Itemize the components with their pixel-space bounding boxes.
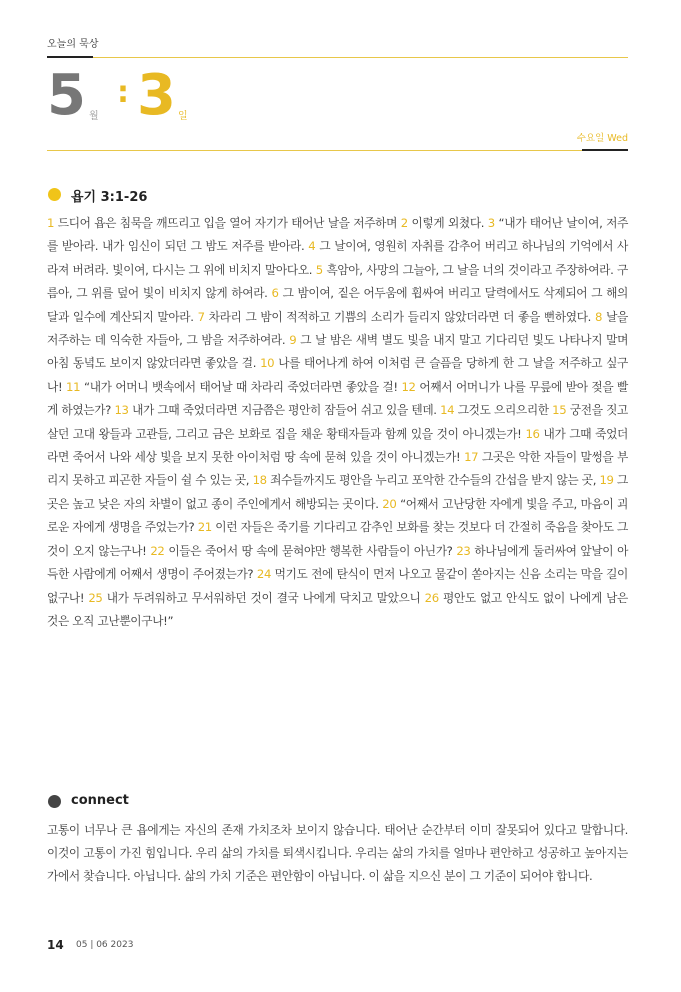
verse-text: 나를 태어나게 하여 이처럼 큰 슬픔을 당하게 한 그 날을 저주하고 싶구나! — [47, 356, 628, 394]
verse-text: 그 날이여, 영원히 자취를 감추어 버리고 하나님의 기억에서 사라져 버려라. 빛이여, 다시는 그 위에 비치지 말아다오. — [47, 239, 628, 277]
verse-text: 하나님에게 둘러싸여 앞날이 아득한 사람에게 어째서 생명이 주어졌는가? — [47, 543, 629, 582]
verse-text: 평안도 없고 안식도 없이 나에게 남은 것은 오직 고난뿐이구나!” — [47, 590, 628, 628]
scripture-bullet-icon — [48, 188, 61, 201]
weekday-underline — [582, 149, 628, 151]
verse-text: 드디어 욥은 침묵을 깨뜨리고 입을 열어 자기가 태어난 날을 저주하며 — [54, 216, 401, 230]
verse-number: 25 — [88, 590, 103, 605]
verse-number: 12 — [401, 379, 416, 394]
verse-text: 죄수들까지도 평안을 누리고 포악한 간수들의 간섭을 받지 않는 곳, — [266, 473, 600, 488]
verse-number: 24 — [256, 567, 272, 582]
verse-text: 내가 그때 죽었더라면 지금쯤은 평안히 잠들어 쉬고 있을 텐데. — [128, 403, 441, 418]
verse-number: 9 — [289, 333, 297, 348]
connect-bullet-icon — [48, 795, 61, 808]
verse-number: 5 — [315, 262, 323, 277]
verse-number: 11 — [66, 379, 81, 394]
verse-text: 그 곳은 높고 낮은 자의 차별이 없고 종이 주인에게서 해방되는 곳이다. — [47, 473, 628, 511]
verse-text: 흑암아, 사망의 그늘아, 그 날을 너의 것이라고 주장하여라. 구름아, 그 위를 덮어 빛이 비치지 않게 하여라. — [47, 262, 628, 301]
verse-text: 그 밤이여, 짙은 어두움에 휩싸여 버리고 달력에서도 삭제되어 그 해의 달과 일수에 계산되지 말아라. — [47, 286, 629, 324]
verse-number: 2 — [400, 216, 408, 230]
verse-text: 궁전을 짓고 살던 고대 왕들과 고관들, 그리고 금은 보화로 집을 채운 황태자들과 함께 있을 것이 아니겠는가! — [47, 403, 628, 441]
verse-text: 이렇게 외쳤다. — [407, 216, 488, 230]
verse-text: 그 날 밤은 새벽 별도 빛을 내지 말고 기다리던 빛도 나타나지 말며 아침 동녘도 보이지 않았더라면 좋았을 걸. — [47, 333, 629, 371]
issue-date: 05 | 06 2023 — [76, 940, 134, 950]
verse-text: 내가 두려워하고 무서워하던 것이 결국 나에게 닥치고 말았으니 — [102, 590, 425, 605]
verse-text: 날을 저주하는 데 익숙한 자들아, 그 밤을 저주하여라. — [47, 309, 628, 348]
section-label: 오늘의 묵상 — [47, 39, 99, 50]
verse-number: 23 — [456, 543, 471, 558]
verse-text: 먹기도 전에 탄식이 먼저 나오고 물같이 쏟아지는 신음 소리는 막을 길이 없구나! — [47, 567, 628, 605]
section-underline — [47, 56, 93, 58]
day-label: 일 — [178, 111, 188, 122]
day-number: 3 — [137, 63, 176, 128]
verse-number: 15 — [552, 403, 567, 418]
verse-text: 어째서 어머니가 나를 무릎에 받아 젖을 빨게 하였는가? — [47, 379, 628, 418]
verse-number: 6 — [271, 286, 279, 301]
verse-number: 14 — [440, 403, 455, 418]
month-number: 5 — [47, 63, 86, 128]
verse-number: 19 — [599, 473, 614, 488]
verse-number: 13 — [114, 403, 129, 418]
verse-number: 7 — [197, 309, 205, 324]
verse-text: 이런 자들은 죽기를 기다리고 감추인 보화를 찾는 것보다 더 간절히 죽음을 찾아도 그것이 오지 않는구나! — [47, 520, 628, 558]
weekday-label: 수요일 Wed — [576, 133, 628, 144]
verse-number: 4 — [308, 239, 316, 254]
scripture-reference: 욥기 3:1-26 — [71, 190, 148, 205]
verse-number: 20 — [382, 496, 397, 511]
verse-text: 그곳은 악한 자들이 말썽을 부리지 못하고 피곤한 자들이 쉴 수 있는 곳, — [47, 450, 628, 488]
verse-text: “내가 어머니 뱃속에서 태어날 때 차라리 죽었더라면 좋았을 걸! — [80, 379, 402, 394]
verse-number: 18 — [252, 473, 267, 488]
month-label: 월 — [89, 111, 99, 122]
date-rule — [47, 150, 582, 151]
date-separator: : — [117, 75, 129, 110]
verse-text: 내가 그때 죽었더라면 죽어서 나와 세상 빛을 보지 못한 아이처럼 땅 속에 묻혀 있을 것이 아니겠는가! — [47, 426, 628, 465]
verse-number: 10 — [260, 356, 275, 371]
verse-text: “어째서 고난당한 자에게 빛을 주고, 마음이 괴로운 자에게 생명을 주었는가? — [47, 496, 628, 535]
verse-text: 그것도 으리으리한 — [454, 403, 553, 418]
connect-title: connect — [71, 793, 129, 808]
verse-number: 21 — [197, 520, 212, 535]
verse-number: 17 — [464, 450, 479, 465]
verse-text: “내가 태어난 날이여, 저주를 받아라. 내가 임신이 되던 그 밤도 저주를 받아라. — [47, 216, 629, 254]
verse-number: 1 — [47, 216, 55, 230]
verse-text: 차라리 그 밤이 적적하고 기쁨의 소리가 들리지 않았더라면 더 좋을 뻔하였다. — [204, 309, 596, 324]
verse-number: 16 — [525, 426, 540, 441]
verse-number: 8 — [595, 309, 603, 324]
scripture-text — [47, 212, 628, 633]
verse-number: 26 — [424, 590, 439, 605]
verse-number: 3 — [487, 216, 495, 230]
header-rule — [93, 57, 628, 58]
verse-text: 이들은 죽어서 땅 속에 묻혀야만 행복한 사람들이 아닌가? — [164, 543, 457, 558]
page-number: 14 — [47, 938, 64, 952]
connect-text: 고통이 너무나 큰 욥에게는 자신의 존재 가치조차 보이지 않습니다. 태어난 순간부터 이미 잘못되어 있다고 말합니다. 이것이 고통이 가진 힘입니다. 우리 삶의 가치를 퇴색시킵니다. 우리는 삶의 가치를 얼마나 편안하고 성공하고 높아지는가에서 찾습니다. 아닙니다. 삶의 가치 기준은 편안함이 아닙니다. 이 삶을 지으신 분이 그 기준이 되어야 합니다. — [47, 823, 628, 883]
verse-number: 22 — [150, 543, 165, 558]
